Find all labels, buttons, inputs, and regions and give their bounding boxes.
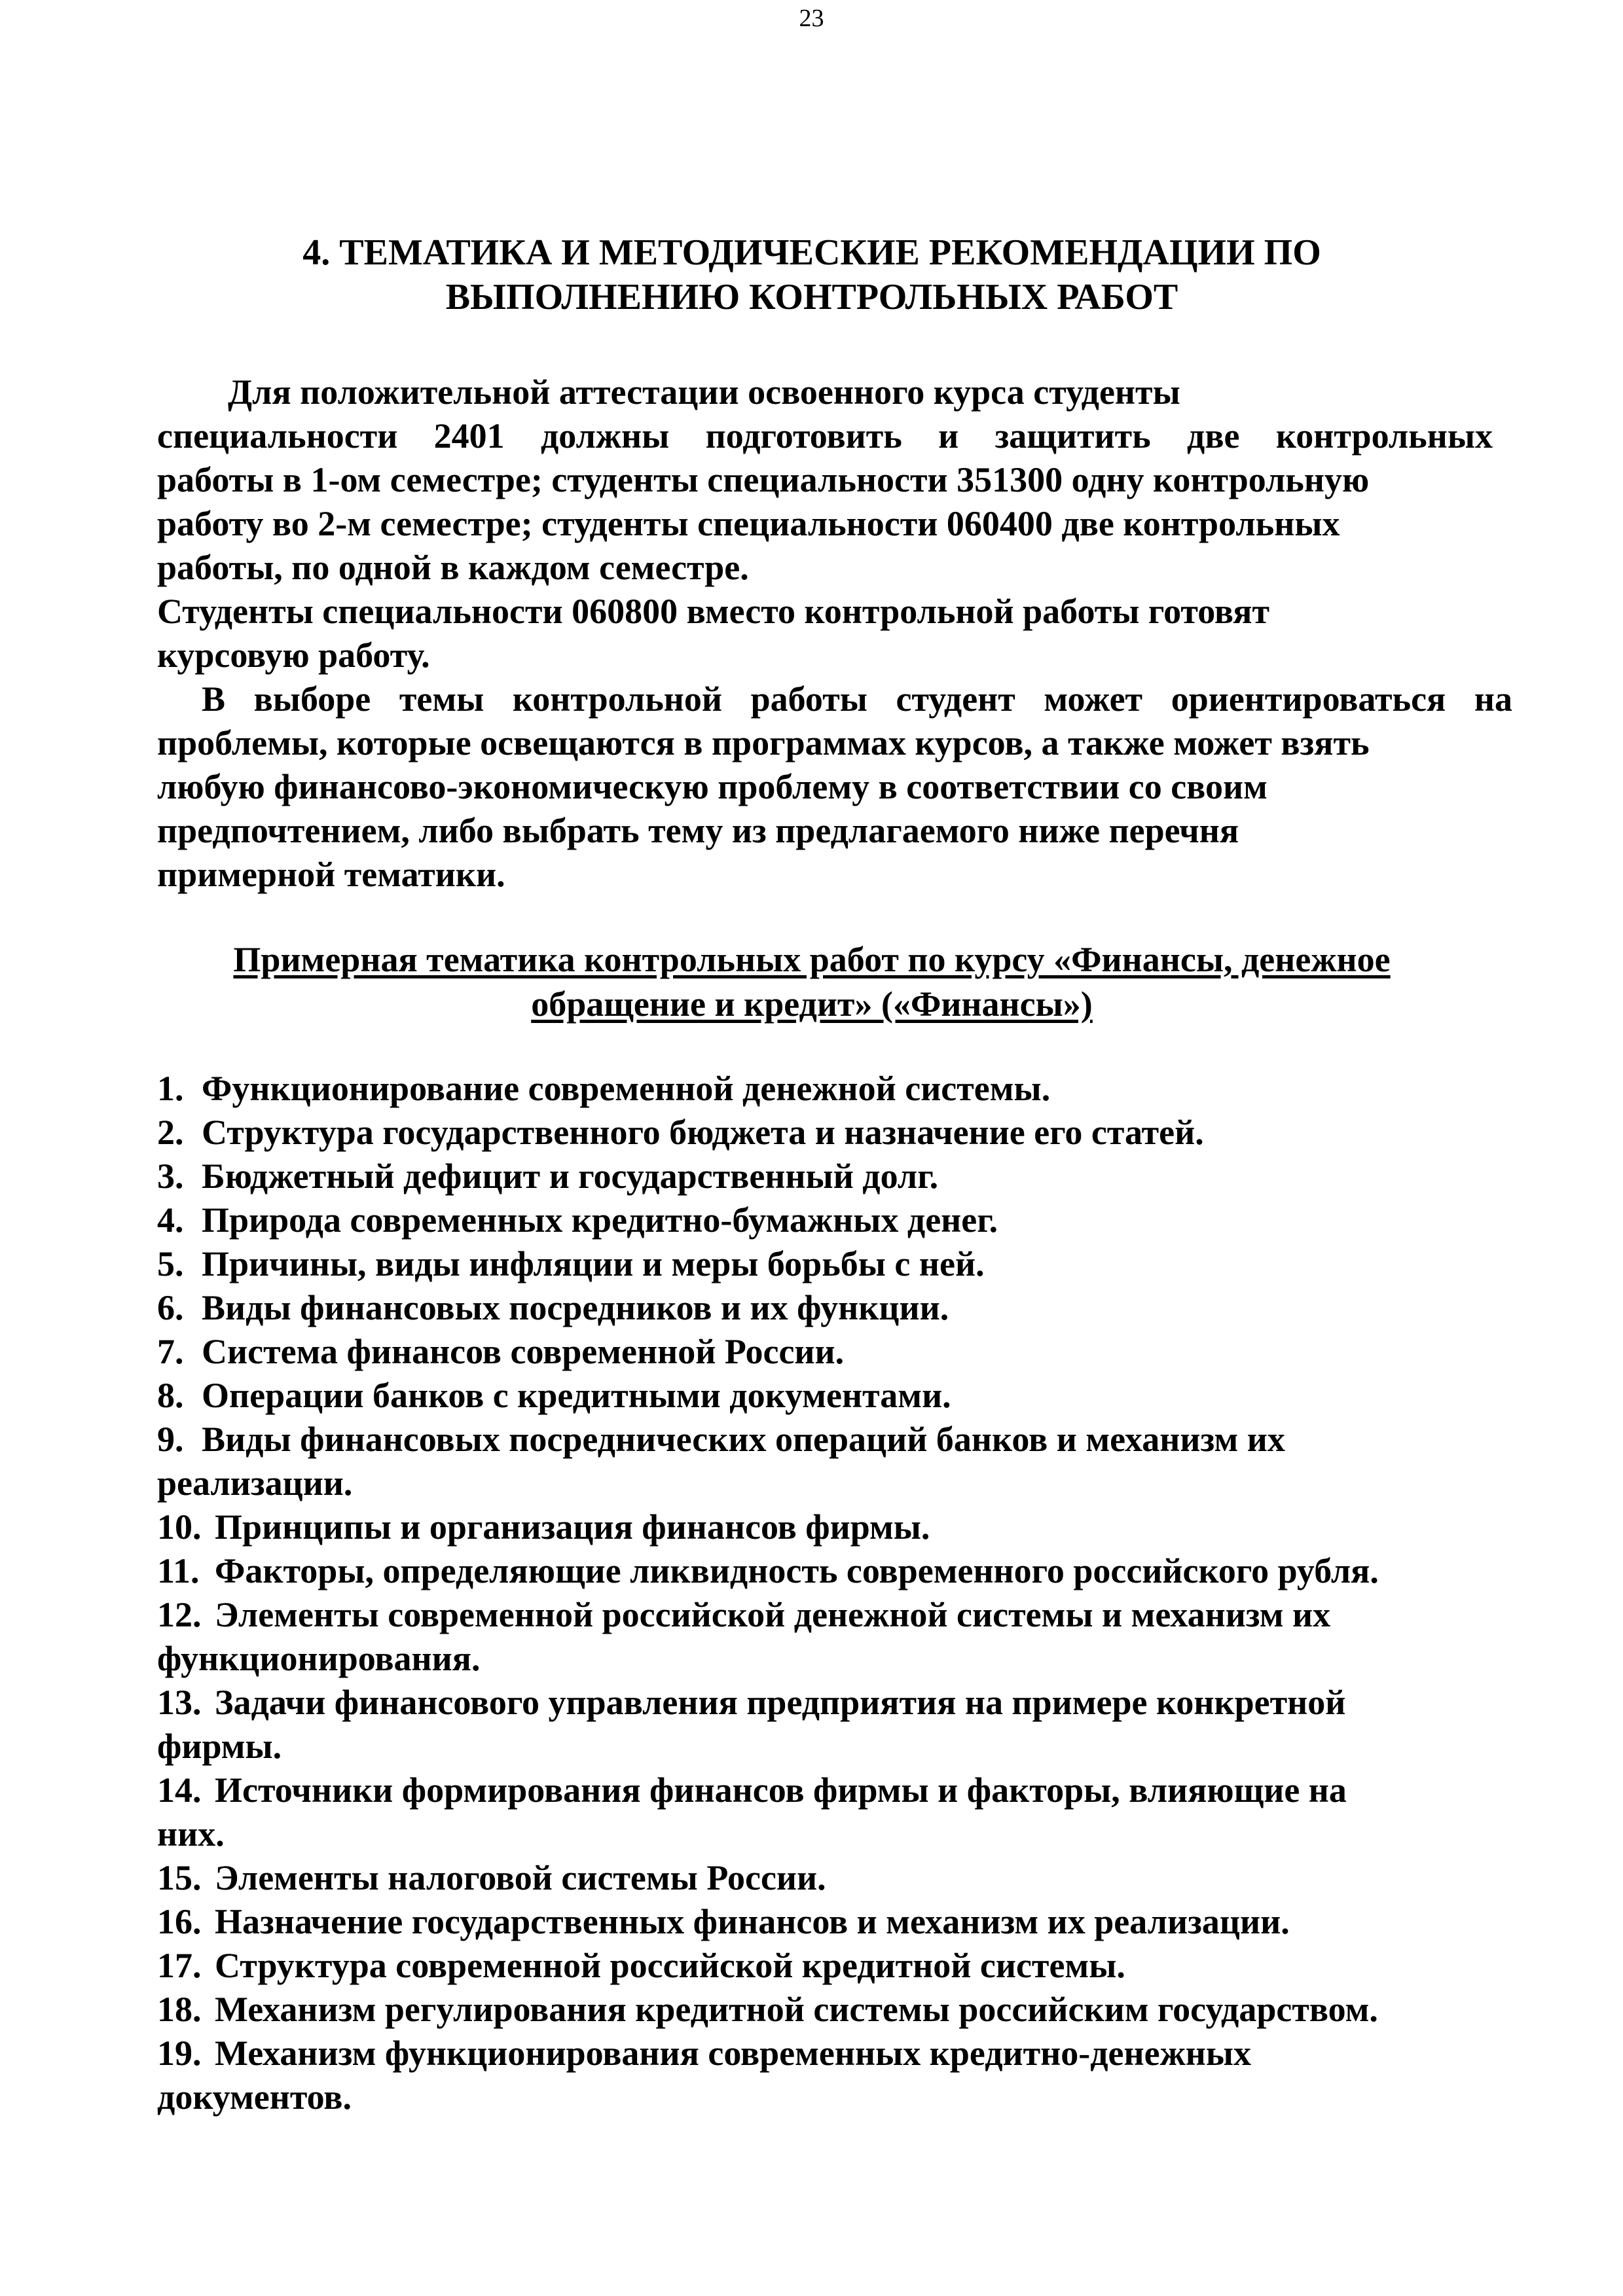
list-item-number: 12.: [157, 1595, 202, 1634]
list-item: [157, 1856, 1532, 1900]
section-heading-line-1: 4. ТЕМАТИКА И МЕТОДИЧЕСКИЕ РЕКОМЕНДАЦИИ ПО: [302, 232, 1321, 273]
intro-line: работу во 2-м семестре; студенты специальности 060400 две контрольных: [157, 504, 1340, 543]
section-heading: [157, 230, 1467, 319]
list-item-continuation: фирмы.: [157, 1727, 282, 1766]
list-item: [157, 1944, 1532, 1988]
intro-line: Для положительной аттестации освоенного курса студенты: [228, 372, 1180, 412]
topics-list: [157, 1067, 1532, 2119]
list-item-number: 9.: [157, 1420, 184, 1459]
list-item-number: 3.: [157, 1157, 184, 1196]
list-item: [157, 1900, 1532, 1944]
list-item-number: 18.: [157, 1990, 202, 2029]
list-item-number: 14.: [157, 1770, 202, 1810]
list-item: [157, 1111, 1532, 1155]
page-number: 23: [799, 5, 824, 32]
list-item-text: Природа современных кредитно-бумажных денег.: [202, 1200, 998, 1240]
intro-line: проблемы, которые освещаются в программах курсов, а также может взять: [157, 723, 1370, 762]
intro-line: Студенты специальности 060800 вместо контрольной работы готовят: [157, 592, 1270, 631]
list-item: [157, 1155, 1532, 1198]
intro-line: примерной тематики.: [157, 855, 505, 894]
list-item-text: Функционирование современной денежной системы.: [202, 1069, 1051, 1108]
list-item-text: Виды финансовых посреднических операций банков и механизм их: [202, 1420, 1285, 1459]
topics-subheading-line-2: обращение и кредит» («Финансы»): [531, 984, 1093, 1024]
list-item-text: Назначение государственных финансов и механизм их реализации.: [215, 1902, 1290, 1941]
list-item: [157, 1681, 1532, 1725]
list-item-number: 2.: [157, 1113, 184, 1152]
intro-line: предпочтением, либо выбрать тему из предлагаемого ниже перечня: [157, 811, 1239, 850]
list-item-number: 7.: [157, 1332, 184, 1371]
list-item: [157, 1505, 1532, 1549]
section-heading-line-2: ВЫПОЛНЕНИЮ КОНТРОЛЬНЫХ РАБОТ: [445, 277, 1178, 317]
intro-line: работы, по одной в каждом семестре.: [157, 548, 749, 587]
list-item: [157, 1374, 1532, 1418]
list-item-number: 8.: [157, 1376, 184, 1415]
intro-line: курсовую работу.: [157, 636, 430, 675]
list-item: [157, 1418, 1532, 1462]
list-item-continuation: реализации.: [157, 1463, 353, 1503]
list-item: [157, 1549, 1532, 1593]
list-item-text: Принципы и организация финансов фирмы.: [215, 1507, 930, 1547]
list-item-number: 19.: [157, 2034, 202, 2073]
list-item-number: 4.: [157, 1200, 184, 1240]
list-item-text: Задачи финансового управления предприятия на примере конкретной: [215, 1683, 1346, 1722]
list-item-text: Бюджетный дефицит и государственный долг.: [202, 1157, 939, 1196]
list-item-text: Механизм функционирования современных кредитно-денежных: [215, 2034, 1252, 2073]
list-item-number: 16.: [157, 1902, 202, 1941]
list-item-number: 10.: [157, 1507, 202, 1547]
list-item: [157, 1988, 1532, 2032]
list-item-number: 15.: [157, 1858, 202, 1897]
list-item-text: Факторы, определяющие ликвидность современного российского рубля.: [215, 1551, 1379, 1590]
list-item-number: 6.: [157, 1288, 184, 1327]
list-item-text: Система финансов современной России.: [202, 1332, 845, 1371]
list-item-continuation: документов.: [157, 2077, 352, 2117]
intro-paragraph: [157, 370, 1532, 897]
list-item-text: Виды финансовых посредников и их функции.: [202, 1288, 949, 1327]
list-item-text: Структура современной российской кредитной системы.: [215, 1946, 1125, 1985]
list-item-text: Источники формирования финансов фирмы и факторы, влияющие на: [215, 1770, 1347, 1810]
list-item: [157, 1330, 1532, 1374]
list-item: [157, 2032, 1532, 2075]
list-item-number: 1.: [157, 1069, 184, 1108]
intro-line: любую финансово-экономическую проблему в соответствии со своим: [157, 767, 1267, 806]
list-item: [157, 1198, 1532, 1242]
intro-line: В выборе темы контрольной работы студент может ориентироваться на: [202, 679, 1512, 719]
list-item: [157, 1286, 1532, 1330]
list-item-text: Структура государственного бюджета и назначение его статей.: [202, 1113, 1204, 1152]
intro-line: специальности 2401 должны подготовить и защитить две контрольных: [157, 416, 1493, 456]
intro-line: работы в 1-ом семестре; студенты специальности 351300 одну контрольную: [157, 460, 1370, 499]
topics-subheading: [157, 937, 1467, 1026]
list-item: [157, 1768, 1532, 1812]
list-item-number: 5.: [157, 1244, 184, 1283]
list-item-text: Элементы налоговой системы России.: [215, 1858, 826, 1897]
list-item: [157, 1593, 1532, 1637]
list-item: [157, 1067, 1532, 1111]
list-item-number: 13.: [157, 1683, 202, 1722]
list-item-continuation: них.: [157, 1814, 225, 1854]
list-item-text: Причины, виды инфляции и меры борьбы с ней.: [202, 1244, 985, 1283]
list-item-text: Операции банков с кредитными документами.: [202, 1376, 951, 1415]
list-item-text: Механизм регулирования кредитной системы российским государством.: [215, 1990, 1378, 2029]
topics-subheading-line-1: Примерная тематика контрольных работ по курсу «Финансы, денежное: [233, 940, 1391, 979]
list-item-continuation: функционирования.: [157, 1639, 481, 1678]
list-item-number: 17.: [157, 1946, 202, 1985]
list-item: [157, 1242, 1532, 1286]
list-item-text: Элементы современной российской денежной системы и механизм их: [215, 1595, 1331, 1634]
list-item-number: 11.: [157, 1551, 200, 1590]
